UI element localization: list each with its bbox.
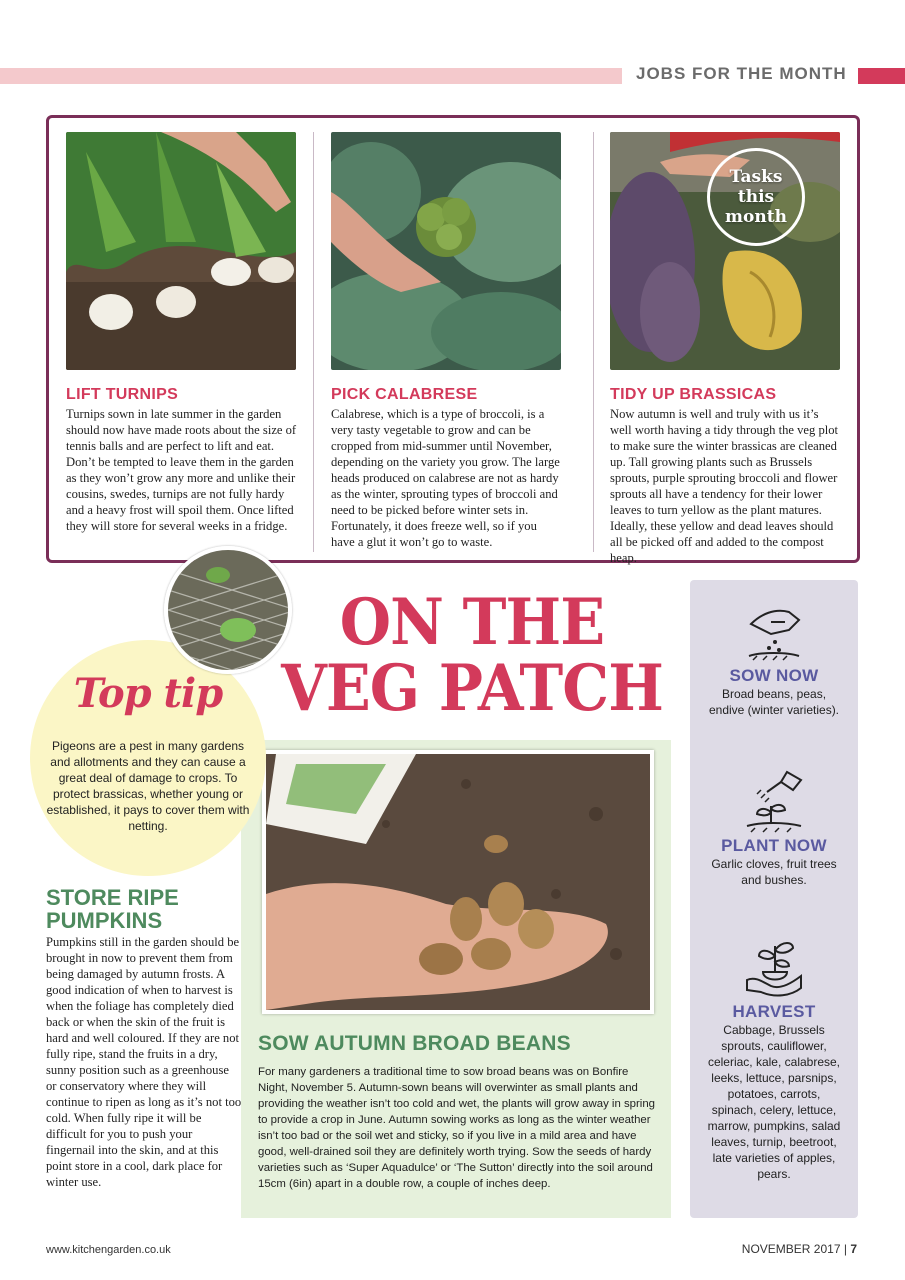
footer-separator: | — [843, 1242, 851, 1256]
section-label: JOBS FOR THE MONTH — [636, 64, 847, 83]
netting-photo — [164, 546, 292, 674]
badge-text: Tasks this month — [725, 167, 787, 227]
harvest-block — [690, 926, 858, 1182]
harvest-title: HARVEST — [732, 1002, 816, 1021]
tasks-this-month-badge — [707, 148, 805, 246]
sow-now-title: SOW NOW — [729, 666, 819, 685]
page-title — [262, 585, 682, 726]
task-title: TIDY UP BRASSICAS — [610, 386, 777, 403]
sowing-hand-icon — [741, 594, 807, 666]
page-title-line-1: ON THE — [339, 585, 605, 660]
page-title-line-2: VEG PATCH — [281, 651, 663, 726]
top-tip-circle — [30, 640, 266, 876]
top-tip-text: Pigeons are a pest in many gardens and allotments and they can cause a great deal of damage to crops. To protect brassicas, whether young or established, it pays to cover them with netting. — [46, 739, 250, 833]
calabrese-photo — [331, 132, 561, 370]
footer-page-number: 7 — [850, 1242, 857, 1256]
plant-now-text: Garlic cloves, fruit trees and bushes. — [711, 857, 837, 887]
sidebar-panel — [690, 580, 858, 1218]
pumpkins-title: STORE RIPE PUMPKINS — [46, 885, 179, 933]
task-pick-calabrese — [331, 132, 567, 550]
top-tip-heading: Top tip — [73, 670, 223, 717]
hand-holding-plant-icon — [741, 926, 807, 1002]
header-band-left — [0, 68, 622, 84]
sow-now-text: Broad beans, peas, endive (winter varieties). — [708, 687, 840, 717]
footer-issue-date: NOVEMBER 2017 — [741, 1242, 841, 1256]
tasks-box — [46, 115, 860, 563]
footer-issue — [742, 1242, 857, 1256]
plant-now-block — [690, 766, 858, 888]
broad-beans-body: For many gardeners a traditional time to sow broad beans was on Bonfire Night, November 5. Autumn-sown beans will overwinter as small plants and providing the weather isn’t too cold and wet, the plants will grow away in spring to provide a crop in June. Autumn sowing works as long as the winter weather isn’t too bad or the soil wet and sticky, so if you live in a mild area and have good, well-drained soil they are definitely worth trying. Sow the seeds of hardy varieties such as ‘Super Aquadulce’ or ‘The Sutton’ directly into the soil around 15cm (6in) apart in a double row, a couple of inches deep. — [258, 1066, 655, 1190]
task-title: PICK CALABRESE — [331, 386, 478, 403]
column-divider — [313, 132, 314, 552]
task-lift-turnips — [66, 132, 302, 534]
plant-now-title: PLANT NOW — [721, 836, 827, 855]
broad-beans-title: SOW AUTUMN BROAD BEANS — [258, 1032, 571, 1055]
header-band-right — [858, 68, 905, 84]
footer-website: www.kitchengarden.co.uk — [46, 1244, 171, 1256]
sow-now-block — [690, 594, 858, 718]
pumpkins-body: Pumpkins still in the garden should be brought in now to prevent them from being damaged by autumn frosts. A good indication of when to harvest is when the foliage has completely died back or when the skin of the fruit is hard and well coloured. If they are not fully ripe, stand the fruits in a dry, sunny position such as a greenhouse or conservatory where they will continue to ripen as long as it’s not too cold. When fully ripe it will be difficult for you to push your fingernail into the skin, and at this point store in a cool, dark place for winter use. — [46, 935, 242, 1189]
turnips-photo — [66, 132, 296, 370]
harvest-text: Cabbage, Brussels sprouts, cauliflower, celeriac, kale, calabrese, leeks, lettuce, parsnips, potatoes, carrots, spinach, celery, lettuce, marrow, pumpkins, salad leaves, turnip, beetroot, late varieties of apples, pears. — [707, 1023, 841, 1181]
broad-beans-photo — [262, 750, 654, 1014]
task-title: LIFT TURNIPS — [66, 386, 179, 403]
column-divider — [593, 132, 594, 552]
task-body: Calabrese, which is a type of broccoli, is a very tasty vegetable to grow and can be cropped from mid-summer until November, depending on the variety you grow. The large heads produced on calabrese are not as hardy as the winter, sprouting types of broccoli and need to be picked before winter sets in. Fortunately, it does freeze well, so if you have a glut it won’t go to waste. — [331, 407, 560, 549]
task-body: Turnips sown in late summer in the garden should now have made roots about the size of tennis balls and are perfect to lift and eat. Don’t be tempted to leave them in the garden as they won’t grow any more and unlike their cousins, swedes, turnips are not fully hardy and a heavy frost will spoil them. Once lifted they will store for several weeks in a fridge. — [66, 407, 297, 533]
task-body: Now autumn is well and truly with us it’s well worth having a tidy through the veg plot to make sure the winter brassicas are cleaned up. Tall growing plants such as Brussels sprouts, purple sprouting broccoli and flower sprouts all have a tendency for their lower leaves to turn yellow as the plant matures. Ideally, these yellow and dead leaves should all be picked off and added to the compost heap. — [610, 407, 839, 565]
watering-can-seedling-icon — [741, 766, 807, 836]
